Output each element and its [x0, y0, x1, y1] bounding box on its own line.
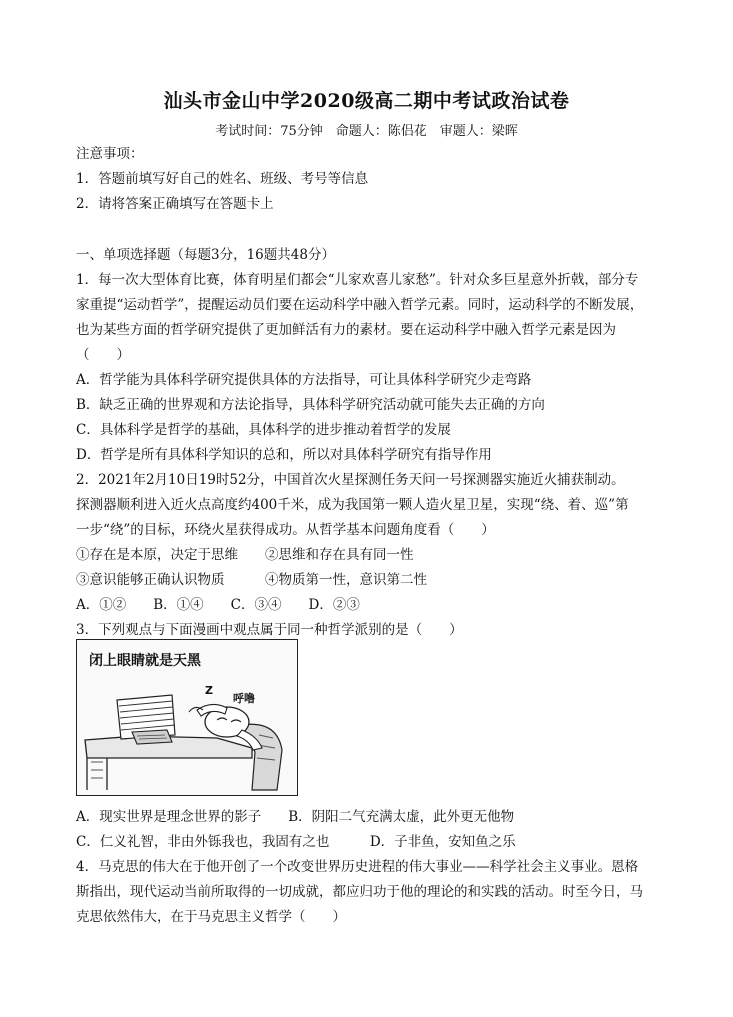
q1-option-d: D．哲学是所有具体科学知识的总和，所以对具体科学研究有指导作用: [76, 447, 492, 463]
q1-stem-line: 1．每一次大型体育比赛，体育明星们都会“儿家欢喜儿家愁”。针对众多巨星意外折戟，部分专: [76, 272, 639, 288]
cartoon-z-letter: Z: [205, 684, 213, 697]
cartoon-caption: 闭上眼睛就是天黑: [89, 653, 201, 669]
notes-heading: 注意事项：: [76, 146, 144, 162]
sleeping-person-illustration: [77, 640, 298, 796]
q1-option-a: A．哲学能为具体科学研究提供具体的方法指导，可让具体科学研究少走弯路: [76, 372, 532, 388]
cartoon-snore-text: 呼噜: [233, 692, 255, 705]
q4-stem-line: 斯指出，现代运动当前所取得的一切成就，都应归功于他的理论的和实践的活动。时至今日，马: [76, 884, 643, 900]
q2-statements-line: ③意识能够正确认识物质 ④物质第一性，意识第二性: [76, 572, 427, 588]
q1-stem-line: 家重提“运动哲学”，提醒运动员们要在运动科学中融入哲学元素。同时，运动科学的不断发展，: [76, 297, 644, 313]
cartoon-image: [76, 639, 298, 796]
q3-option-ab: A．现实世界是理念世界的影子 B．阴阳二气充满太虚，此外更无他物: [76, 809, 515, 825]
q4-stem-line: 克思依然伟大，在于马克思主义哲学（ ）: [76, 909, 346, 925]
q1-option-c: C．具体科学是哲学的基础，具体科学的进步推动着哲学的发展: [76, 422, 451, 438]
page-title: 汕头市金山中学2020级高二期中考试政治试卷: [163, 90, 570, 112]
q2-stem-line: 一步“绕”的目标，环绕火星获得成功。从哲学基本问题角度看（ ）: [76, 522, 495, 538]
q3-stem: 3．下列观点与下面漫画中观点属于同一种哲学派别的是（ ）: [76, 622, 463, 638]
q1-option-b: B．缺乏正确的世界观和方法论指导，具体科学研究活动就可能失去正确的方向: [76, 397, 545, 413]
q1-stem-line: （ ）: [76, 347, 130, 363]
q2-options: A．①② B．①④ C．③④ D．②③: [76, 597, 360, 613]
q2-stem-line: 2．2021年2月10日19时52分，中国首次火星探测任务天问一号探测器实施近火捕获制动。: [76, 472, 625, 488]
q2-statements-line: ①存在是本原，决定于思维 ②思维和存在具有同一性: [76, 547, 414, 563]
exam-meta: 考试时间：75分钟 命题人：陈侣花 审题人：梁晖: [215, 124, 518, 139]
note-item-1: 1．答题前填写好自己的姓名、班级、考号等信息: [76, 171, 369, 187]
q1-stem-line: 也为某些方面的哲学研究提供了更加鲜活有力的素材。要在运动科学中融入哲学元素是因为: [76, 322, 616, 338]
section-heading: 一、单项选择题（每题3分，16题共48分）: [76, 247, 335, 263]
q3-option-cd: C．仁义礼智，非由外铄我也，我固有之也 D．子非鱼，安知鱼之乐: [76, 834, 516, 850]
q4-stem-line: 4．马克思的伟大在于他开创了一个改变世界历史进程的伟大事业——科学社会主义事业。恩格: [76, 859, 639, 875]
note-item-2: 2．请将答案正确填写在答题卡上: [76, 196, 274, 212]
q2-stem-line: 探测器顺利进入近火点高度约400千米，成为我国第一颗人造火星卫星，实现“绕、着、巡”第: [76, 497, 629, 513]
